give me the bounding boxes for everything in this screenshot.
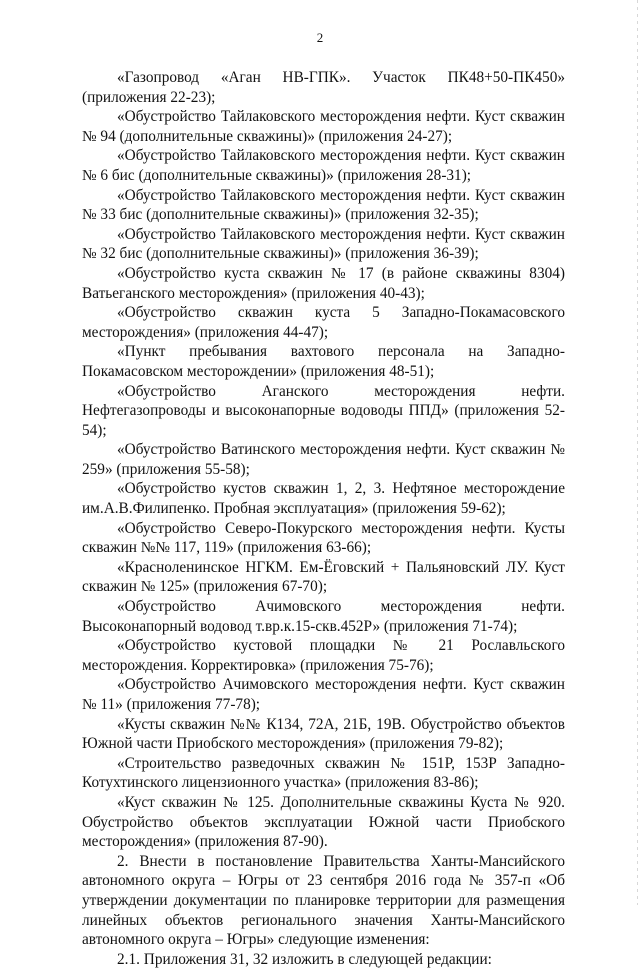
- paragraph: «Красноленинское НГКМ. Ем-Ёговский + Пальяновский ЛУ. Куст скважин № 125» (приложения 67-70);: [82, 558, 565, 596]
- paragraph: «Обустройство куста скважин № 17 (в районе скважины 8304) Ватьеганского месторождения» (приложения 40-43);: [82, 264, 565, 302]
- scan-edge-line: [637, 0, 638, 905]
- paragraph: «Обустройство Тайлаковского месторождения нефти. Куст скважин № 33 бис (дополнительные скважины)» (приложения 32-35);: [82, 186, 565, 224]
- page-number: 2: [316, 30, 324, 45]
- paragraph: «Обустройство кустов скважин 1, 2, 3. Нефтяное месторождение им.А.В.Филипенко. Пробная эксплуатация» (приложения 59-62);: [82, 480, 565, 518]
- paragraph: «Обустройство Аганского месторождения нефти. Нефтегазопроводы и высоконапорные водоводы ППД» (приложения 52-54);: [82, 382, 565, 439]
- paragraph: «Обустройство Ачимовского месторождения нефти. Высоконапорный водовод т.вр.к.15-скв.452Р» (приложения 71-74);: [82, 598, 565, 635]
- paragraph: 2. Внести в постановление Правительства Ханты-Мансийского автономного округа – Югры от 23 сентября 2016 года № 357-п «Об утверждении документации по планировке территории для размещения линейных объектов регионального значения Ханты-Мансийского автономного округа – Югры» следующие изменения:: [82, 852, 565, 949]
- paragraph: «Обустройство Тайлаковского месторождения нефти. Куст скважин № 6 бис (дополнительные скважины)» (приложения 28-31);: [82, 147, 565, 184]
- paragraph: «Газопровод «Аган НВ-ГПК». Участок ПК48+50-ПК450» (приложения 22-23);: [82, 69, 565, 106]
- paragraph: 2.1. Приложения 31, 32 изложить в следующей редакции:: [117, 950, 492, 968]
- paragraph: «Строительство разведочных скважин № 151Р, 153Р Западно-Котухтинского лицензионного участка» (приложения 83-86);: [82, 754, 565, 792]
- paragraph: «Обустройство Тайлаковского месторождения нефти. Куст скважин № 94 (дополнительные скважины)» (приложения 24-27);: [82, 108, 565, 145]
- paragraph: «Кусты скважин №№ К134, 72А, 21Б, 19В. Обустройство объектов Южной части Приобского месторождения» (приложения 79-82);: [82, 715, 565, 753]
- paragraph: «Обустройство Тайлаковского месторождения нефти. Куст скважин № 32 бис (дополнительные скважины)» (приложения 36-39);: [82, 225, 565, 263]
- paragraph: «Обустройство кустовой площадки № 21 Рославльского месторождения. Корректировка» (приложения 75-76);: [82, 637, 565, 674]
- paragraph: «Обустройство Ачимовского месторождения нефти. Куст скважин № 11» (приложения 77-78);: [82, 676, 565, 713]
- paragraph: «Обустройство Ватинского месторождения нефти. Куст скважин № 259» (приложения 55-58);: [82, 441, 565, 478]
- paragraph: «Обустройство скважин куста 5 Западно-Покамасовского месторождения» (приложения 44-47);: [82, 304, 565, 341]
- document-body: [82, 68, 565, 969]
- paragraph: «Пункт пребывания вахтового персонала на Западно-Покамасовском месторождении» (приложения 48-51);: [82, 343, 565, 380]
- paragraph: «Куст скважин № 125. Дополнительные скважины Куста № 920. Обустройство объектов эксплуатации Южной части Приобского месторождения» (приложения 87-90).: [82, 793, 565, 851]
- paragraph: «Обустройство Северо-Покурского месторождения нефти. Кусты скважин №№ 117, 119» (приложения 63-66);: [82, 519, 565, 557]
